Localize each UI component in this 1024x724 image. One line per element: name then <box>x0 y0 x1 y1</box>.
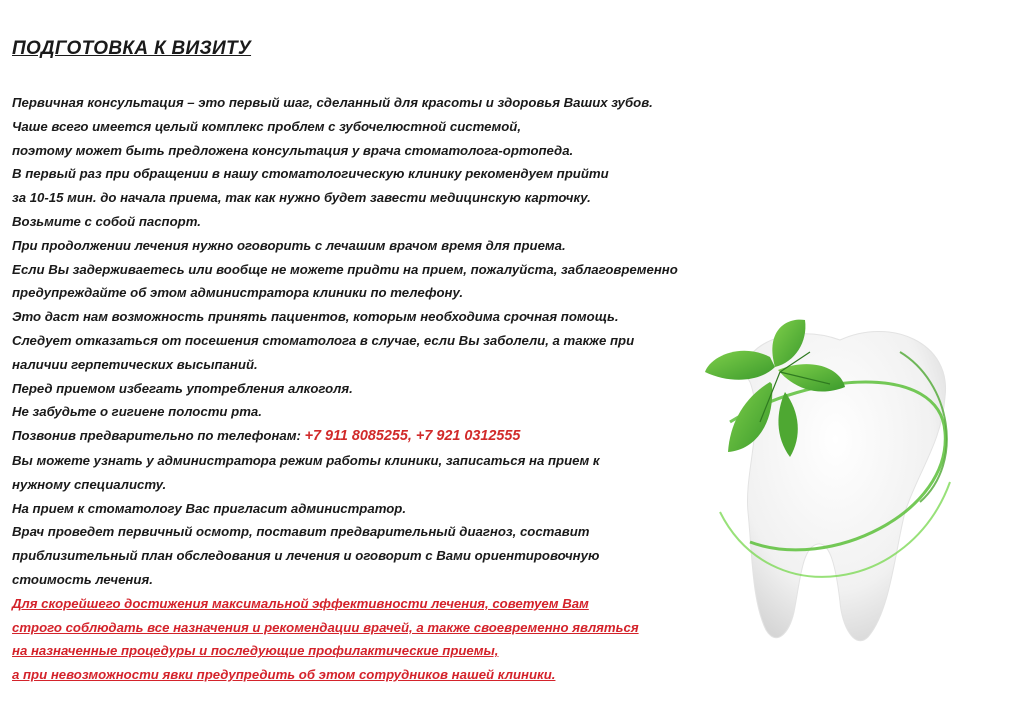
warning-line: на назначенные процедуры и последующие профилактические приемы, <box>12 643 499 659</box>
warning-line: а при невозможности явки предупредить об этом сотрудников нашей клиники. <box>12 667 556 683</box>
text-line: поэтому может быть предложена консультация у врача стоматолога-ортопеда. <box>12 142 574 158</box>
text-line: В первый раз при обращении в нашу стоматологическую клинику рекомендуем прийти <box>12 166 609 182</box>
text-line: наличии герпетических высыпаний. <box>12 356 258 372</box>
phone-label: Позвонив предварительно по телефонам: <box>12 428 305 444</box>
text-line: Возьмите с собой паспорт. <box>12 213 201 229</box>
text-line: стоимость лечения. <box>12 571 153 587</box>
page-title: ПОДГОТОВКА К ВИЗИТУ <box>12 38 252 59</box>
text-line: Если Вы задерживаетесь или вообще не можете придти на прием, пожалуйста, заблаговременно <box>12 261 678 277</box>
text-line: предупреждайте об этом администратора клиники по телефону. <box>12 285 464 301</box>
phone-line <box>12 424 752 449</box>
tooth-with-mint-leaves-icon <box>690 312 990 662</box>
text-line: Это даст нам возможность принять пациентов, которым необходима срочная помощь. <box>12 309 619 325</box>
text-line: Чаше всего имеется целый комплекс проблем с зубочелюстной системой, <box>12 118 521 134</box>
text-line: На прием к стоматологу Вас пригласит администратор. <box>12 500 407 516</box>
text-line: Врач проведет первичный осмотр, поставит предварительный диагноз, составит <box>12 524 590 540</box>
text-line: нужному специалисту. <box>12 476 167 492</box>
text-line: При продолжении лечения нужно оговорить с лечашим врачом время для приема. <box>12 237 566 253</box>
text-line: Следует отказаться от посешения стоматолога в случае, если Вы заболели, а также при <box>12 332 635 348</box>
text-line: приблизительный план обследования и лечения и оговорит с Вами ориентировочную <box>12 548 600 564</box>
text-line: Вы можете узнать у администратора режим работы клиники, записаться на прием к <box>12 452 600 468</box>
warning-line: Для скорейшего достижения максимальной эффективности лечения, советуем Вам <box>12 595 589 611</box>
text-line: Не забудьте о гигиене полости рта. <box>12 404 262 420</box>
warning-line: строго соблюдать все назначения и рекомендации врачей, а также своевременно являться <box>12 619 639 635</box>
tooth-shape <box>746 331 946 640</box>
instructions-text <box>12 91 752 687</box>
text-line: за 10-15 мин. до начала приема, так как нужно будет завести медицинскую карточку. <box>12 190 591 206</box>
text-line: Первичная консультация – это первый шаг, сделанный для красоты и здоровья Ваших зубов. <box>12 95 653 110</box>
phone-numbers[interactable]: +7 911 8085255, +7 921 0312555 <box>304 428 521 445</box>
text-line: Перед приемом избегать употребления алкоголя. <box>12 380 353 396</box>
